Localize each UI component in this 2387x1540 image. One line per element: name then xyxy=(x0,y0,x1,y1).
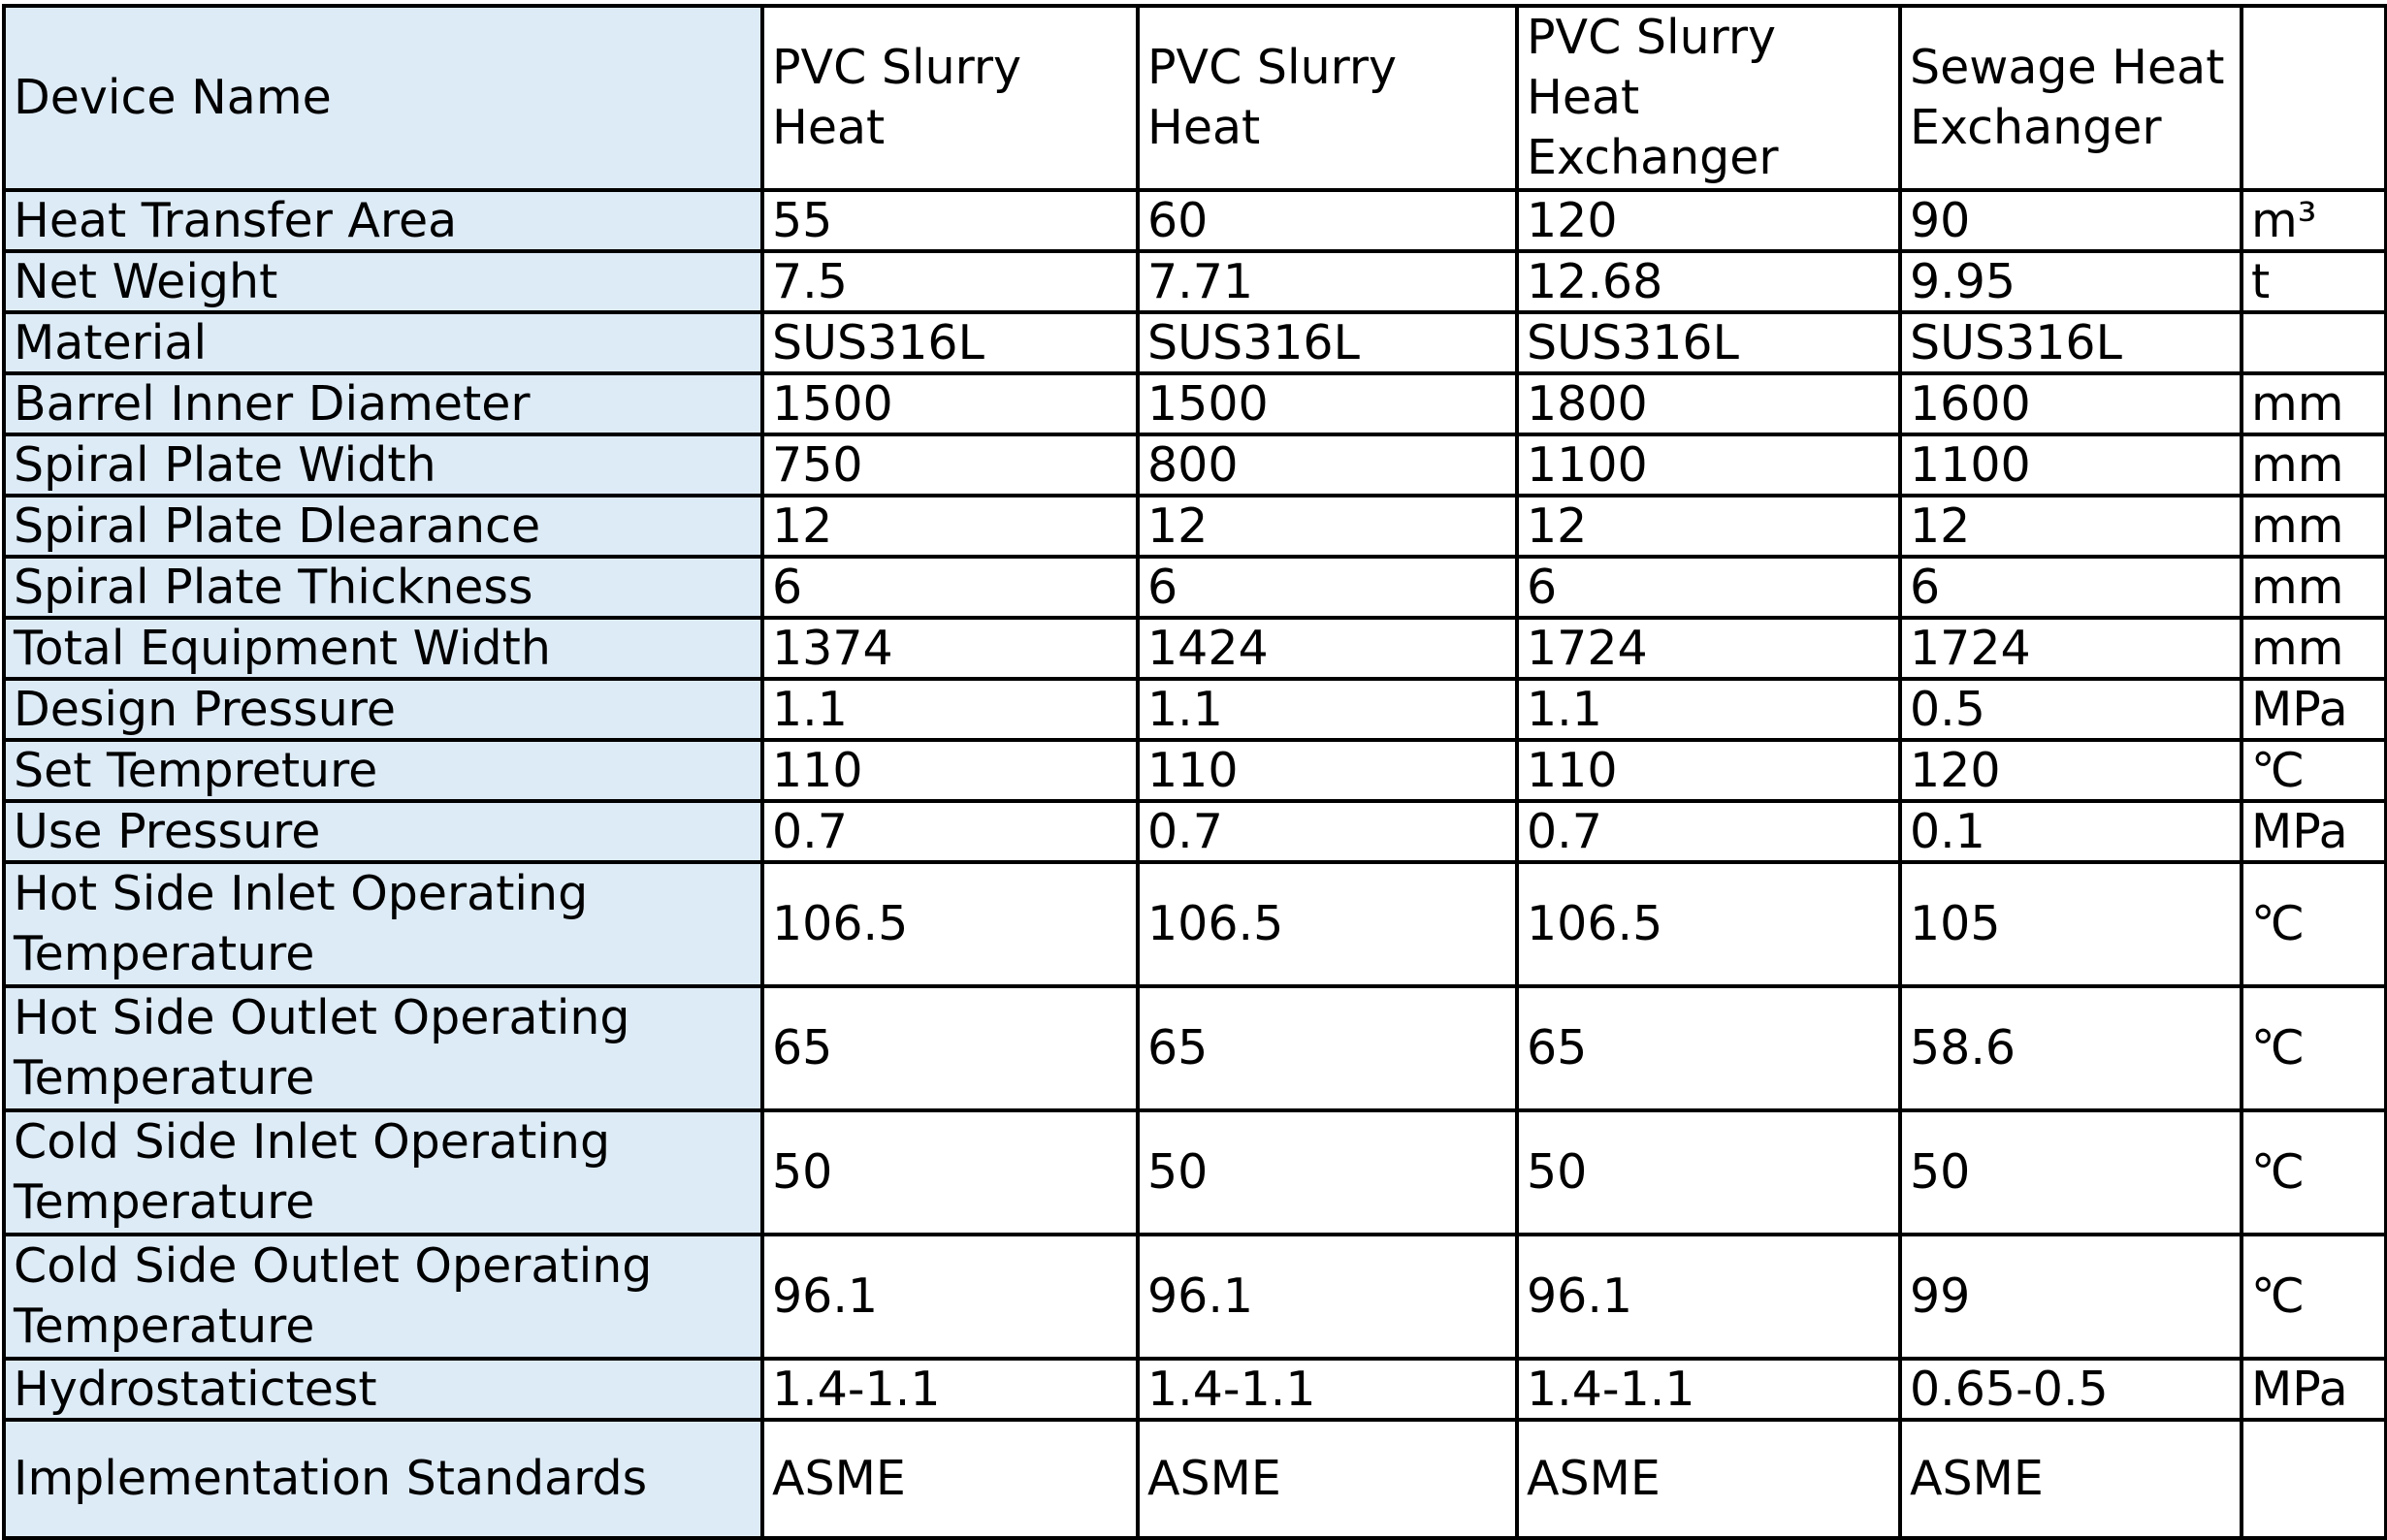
value-cell-device-3: 1800 xyxy=(1517,373,1900,434)
unit-cell: mm xyxy=(2242,434,2386,496)
value-cell-device-3: 6 xyxy=(1517,557,1900,618)
value-cell-device-2: ASME xyxy=(1138,1420,1517,1538)
value-cell-device-3: 50 xyxy=(1517,1110,1900,1235)
value-cell-device-1: 106.5 xyxy=(762,862,1138,986)
unit-cell xyxy=(2242,312,2386,373)
value-cell-device-2: 12 xyxy=(1138,496,1517,557)
row-label: Hot Side Inlet Operating Temperature xyxy=(4,862,762,986)
device-1-header: PVC Slurry Heat xyxy=(762,6,1138,190)
table-row xyxy=(4,1110,2386,1235)
device-4-header: Sewage Heat Exchanger xyxy=(1900,6,2242,190)
value-cell-device-2: 0.7 xyxy=(1138,801,1517,862)
table-row xyxy=(4,312,2386,373)
unit-header xyxy=(2242,6,2386,190)
value-cell-device-3: 106.5 xyxy=(1517,862,1900,986)
value-cell-device-1: SUS316L xyxy=(762,312,1138,373)
table-row xyxy=(4,740,2386,801)
value-cell-device-2: 60 xyxy=(1138,190,1517,251)
unit-cell: ℃ xyxy=(2242,862,2386,986)
value-cell-device-2: 1424 xyxy=(1138,618,1517,679)
value-cell-device-1: 55 xyxy=(762,190,1138,251)
row-label: Cold Side Outlet Operating Temperature xyxy=(4,1235,762,1359)
value-cell-device-3: 1.4-1.1 xyxy=(1517,1359,1900,1420)
unit-cell: m³ xyxy=(2242,190,2386,251)
unit-cell: ℃ xyxy=(2242,1235,2386,1359)
table-row xyxy=(4,1235,2386,1359)
value-cell-device-4: 1724 xyxy=(1900,618,2242,679)
value-cell-device-1: 65 xyxy=(762,986,1138,1110)
table-row xyxy=(4,801,2386,862)
value-cell-device-2: 6 xyxy=(1138,557,1517,618)
table-row xyxy=(4,373,2386,434)
unit-cell: mm xyxy=(2242,618,2386,679)
value-cell-device-4: 99 xyxy=(1900,1235,2242,1359)
row-label: Implementation Standards xyxy=(4,1420,762,1538)
value-cell-device-2: 7.71 xyxy=(1138,251,1517,312)
row-label: Spiral Plate Dlearance xyxy=(4,496,762,557)
value-cell-device-4: SUS316L xyxy=(1900,312,2242,373)
device-name-label: Device Name xyxy=(4,6,762,190)
value-cell-device-1: 1.4-1.1 xyxy=(762,1359,1138,1420)
value-cell-device-1: 12 xyxy=(762,496,1138,557)
value-cell-device-2: 1.1 xyxy=(1138,679,1517,740)
value-cell-device-1: 750 xyxy=(762,434,1138,496)
unit-cell: mm xyxy=(2242,373,2386,434)
unit-cell: t xyxy=(2242,251,2386,312)
row-label: Spiral Plate Width xyxy=(4,434,762,496)
value-cell-device-2: 800 xyxy=(1138,434,1517,496)
value-cell-device-4: 50 xyxy=(1900,1110,2242,1235)
value-cell-device-1: 6 xyxy=(762,557,1138,618)
value-cell-device-3: 1724 xyxy=(1517,618,1900,679)
value-cell-device-4: 90 xyxy=(1900,190,2242,251)
value-cell-device-3: 12.68 xyxy=(1517,251,1900,312)
row-label: Hydrostatictest xyxy=(4,1359,762,1420)
unit-cell: mm xyxy=(2242,496,2386,557)
value-cell-device-1: 1374 xyxy=(762,618,1138,679)
table-row xyxy=(4,986,2386,1110)
value-cell-device-4: 0.1 xyxy=(1900,801,2242,862)
table-row xyxy=(4,496,2386,557)
value-cell-device-1: 0.7 xyxy=(762,801,1138,862)
table-row xyxy=(4,618,2386,679)
unit-cell: ℃ xyxy=(2242,1110,2386,1235)
value-cell-device-2: 65 xyxy=(1138,986,1517,1110)
row-label: Material xyxy=(4,312,762,373)
table-row xyxy=(4,190,2386,251)
value-cell-device-1: 50 xyxy=(762,1110,1138,1235)
value-cell-device-1: 96.1 xyxy=(762,1235,1138,1359)
device-3-header: PVC Slurry Heat Exchanger xyxy=(1517,6,1900,190)
value-cell-device-3: 1100 xyxy=(1517,434,1900,496)
value-cell-device-2: 96.1 xyxy=(1138,1235,1517,1359)
row-label: Hot Side Outlet Operating Temperature xyxy=(4,986,762,1110)
value-cell-device-1: 110 xyxy=(762,740,1138,801)
row-label: Total Equipment Width xyxy=(4,618,762,679)
value-cell-device-4: 0.5 xyxy=(1900,679,2242,740)
header-row xyxy=(4,6,2386,190)
unit-cell: MPa xyxy=(2242,1359,2386,1420)
row-label: Design Pressure xyxy=(4,679,762,740)
value-cell-device-3: 0.7 xyxy=(1517,801,1900,862)
value-cell-device-3: ASME xyxy=(1517,1420,1900,1538)
value-cell-device-2: 1500 xyxy=(1138,373,1517,434)
value-cell-device-3: 12 xyxy=(1517,496,1900,557)
value-cell-device-1: 1.1 xyxy=(762,679,1138,740)
value-cell-device-4: 6 xyxy=(1900,557,2242,618)
table-row xyxy=(4,1359,2386,1420)
unit-cell: MPa xyxy=(2242,679,2386,740)
unit-cell: mm xyxy=(2242,557,2386,618)
row-label: Set Tempreture xyxy=(4,740,762,801)
value-cell-device-4: 12 xyxy=(1900,496,2242,557)
value-cell-device-4: ASME xyxy=(1900,1420,2242,1538)
value-cell-device-2: 1.4-1.1 xyxy=(1138,1359,1517,1420)
device-2-header: PVC Slurry Heat xyxy=(1138,6,1517,190)
value-cell-device-3: 96.1 xyxy=(1517,1235,1900,1359)
value-cell-device-3: 120 xyxy=(1517,190,1900,251)
value-cell-device-2: SUS316L xyxy=(1138,312,1517,373)
value-cell-device-4: 120 xyxy=(1900,740,2242,801)
table-row xyxy=(4,434,2386,496)
unit-cell: MPa xyxy=(2242,801,2386,862)
value-cell-device-2: 50 xyxy=(1138,1110,1517,1235)
value-cell-device-2: 106.5 xyxy=(1138,862,1517,986)
unit-cell: ℃ xyxy=(2242,740,2386,801)
table-row xyxy=(4,251,2386,312)
table-row xyxy=(4,862,2386,986)
value-cell-device-3: 1.1 xyxy=(1517,679,1900,740)
row-label: Heat Transfer Area xyxy=(4,190,762,251)
row-label: Use Pressure xyxy=(4,801,762,862)
value-cell-device-1: 7.5 xyxy=(762,251,1138,312)
value-cell-device-1: ASME xyxy=(762,1420,1138,1538)
spec-table xyxy=(2,4,2387,1540)
value-cell-device-4: 9.95 xyxy=(1900,251,2242,312)
table-row xyxy=(4,1420,2386,1538)
row-label: Net Weight xyxy=(4,251,762,312)
unit-cell: ℃ xyxy=(2242,986,2386,1110)
row-label: Cold Side Inlet Operating Temperature xyxy=(4,1110,762,1235)
value-cell-device-3: 110 xyxy=(1517,740,1900,801)
value-cell-device-4: 105 xyxy=(1900,862,2242,986)
table-row xyxy=(4,679,2386,740)
unit-cell xyxy=(2242,1420,2386,1538)
value-cell-device-4: 58.6 xyxy=(1900,986,2242,1110)
value-cell-device-1: 1500 xyxy=(762,373,1138,434)
value-cell-device-4: 1600 xyxy=(1900,373,2242,434)
value-cell-device-3: 65 xyxy=(1517,986,1900,1110)
value-cell-device-3: SUS316L xyxy=(1517,312,1900,373)
value-cell-device-2: 110 xyxy=(1138,740,1517,801)
value-cell-device-4: 1100 xyxy=(1900,434,2242,496)
row-label: Barrel Inner Diameter xyxy=(4,373,762,434)
value-cell-device-4: 0.65-0.5 xyxy=(1900,1359,2242,1420)
row-label: Spiral Plate Thickness xyxy=(4,557,762,618)
table-row xyxy=(4,557,2386,618)
